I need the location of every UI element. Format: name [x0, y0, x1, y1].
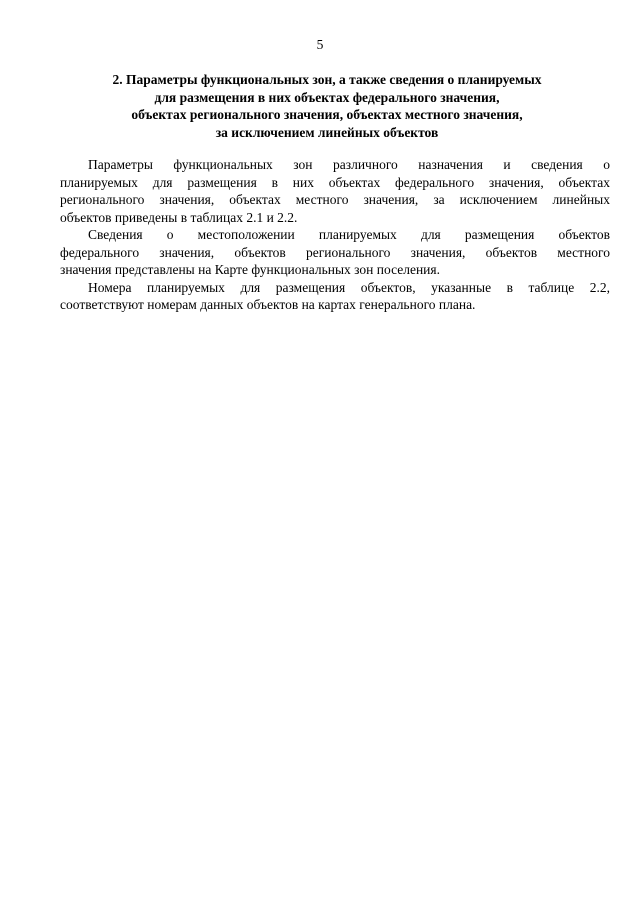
page-number: 5	[316, 37, 324, 52]
paragraph-line: планируемых для размещения в них объектах федерального значения, объектах	[60, 174, 610, 190]
paragraph-line: регионального значения, объектах местного значения, за исключением линейных	[60, 192, 610, 207]
paragraph	[60, 156, 610, 226]
section-heading-line: для размещения в них объектах федерального значения,	[154, 89, 500, 105]
paragraph-line: Сведения о местоположении планируемых для размещения объектов	[88, 227, 610, 242]
paragraph-line: федерального значения, объектов регионального значения, объектов местного	[60, 244, 610, 260]
section-heading-line: объектах регионального значения, объектах местного значения,	[131, 107, 523, 122]
body-text	[60, 156, 610, 314]
paragraph-line: значения представлены на Карте функциональных зон поселения.	[60, 262, 440, 277]
paragraph-line: соответствуют номерам данных объектов на картах генерального плана.	[60, 297, 476, 312]
section-heading-line: за исключением линейных объектов	[215, 124, 439, 140]
paragraph	[60, 226, 610, 279]
paragraph-line: объектов приведены в таблицах 2.1 и 2.2.	[60, 209, 298, 225]
paragraph-line: Номера планируемых для размещения объектов, указанные в таблице 2.2,	[88, 279, 610, 295]
paragraph	[60, 279, 610, 314]
paragraph-line: Параметры функциональных зон различного назначения и сведения о	[88, 157, 610, 172]
section-heading-line: 2. Параметры функциональных зон, а также сведения о планируемых	[112, 72, 542, 87]
section-heading	[60, 71, 594, 141]
